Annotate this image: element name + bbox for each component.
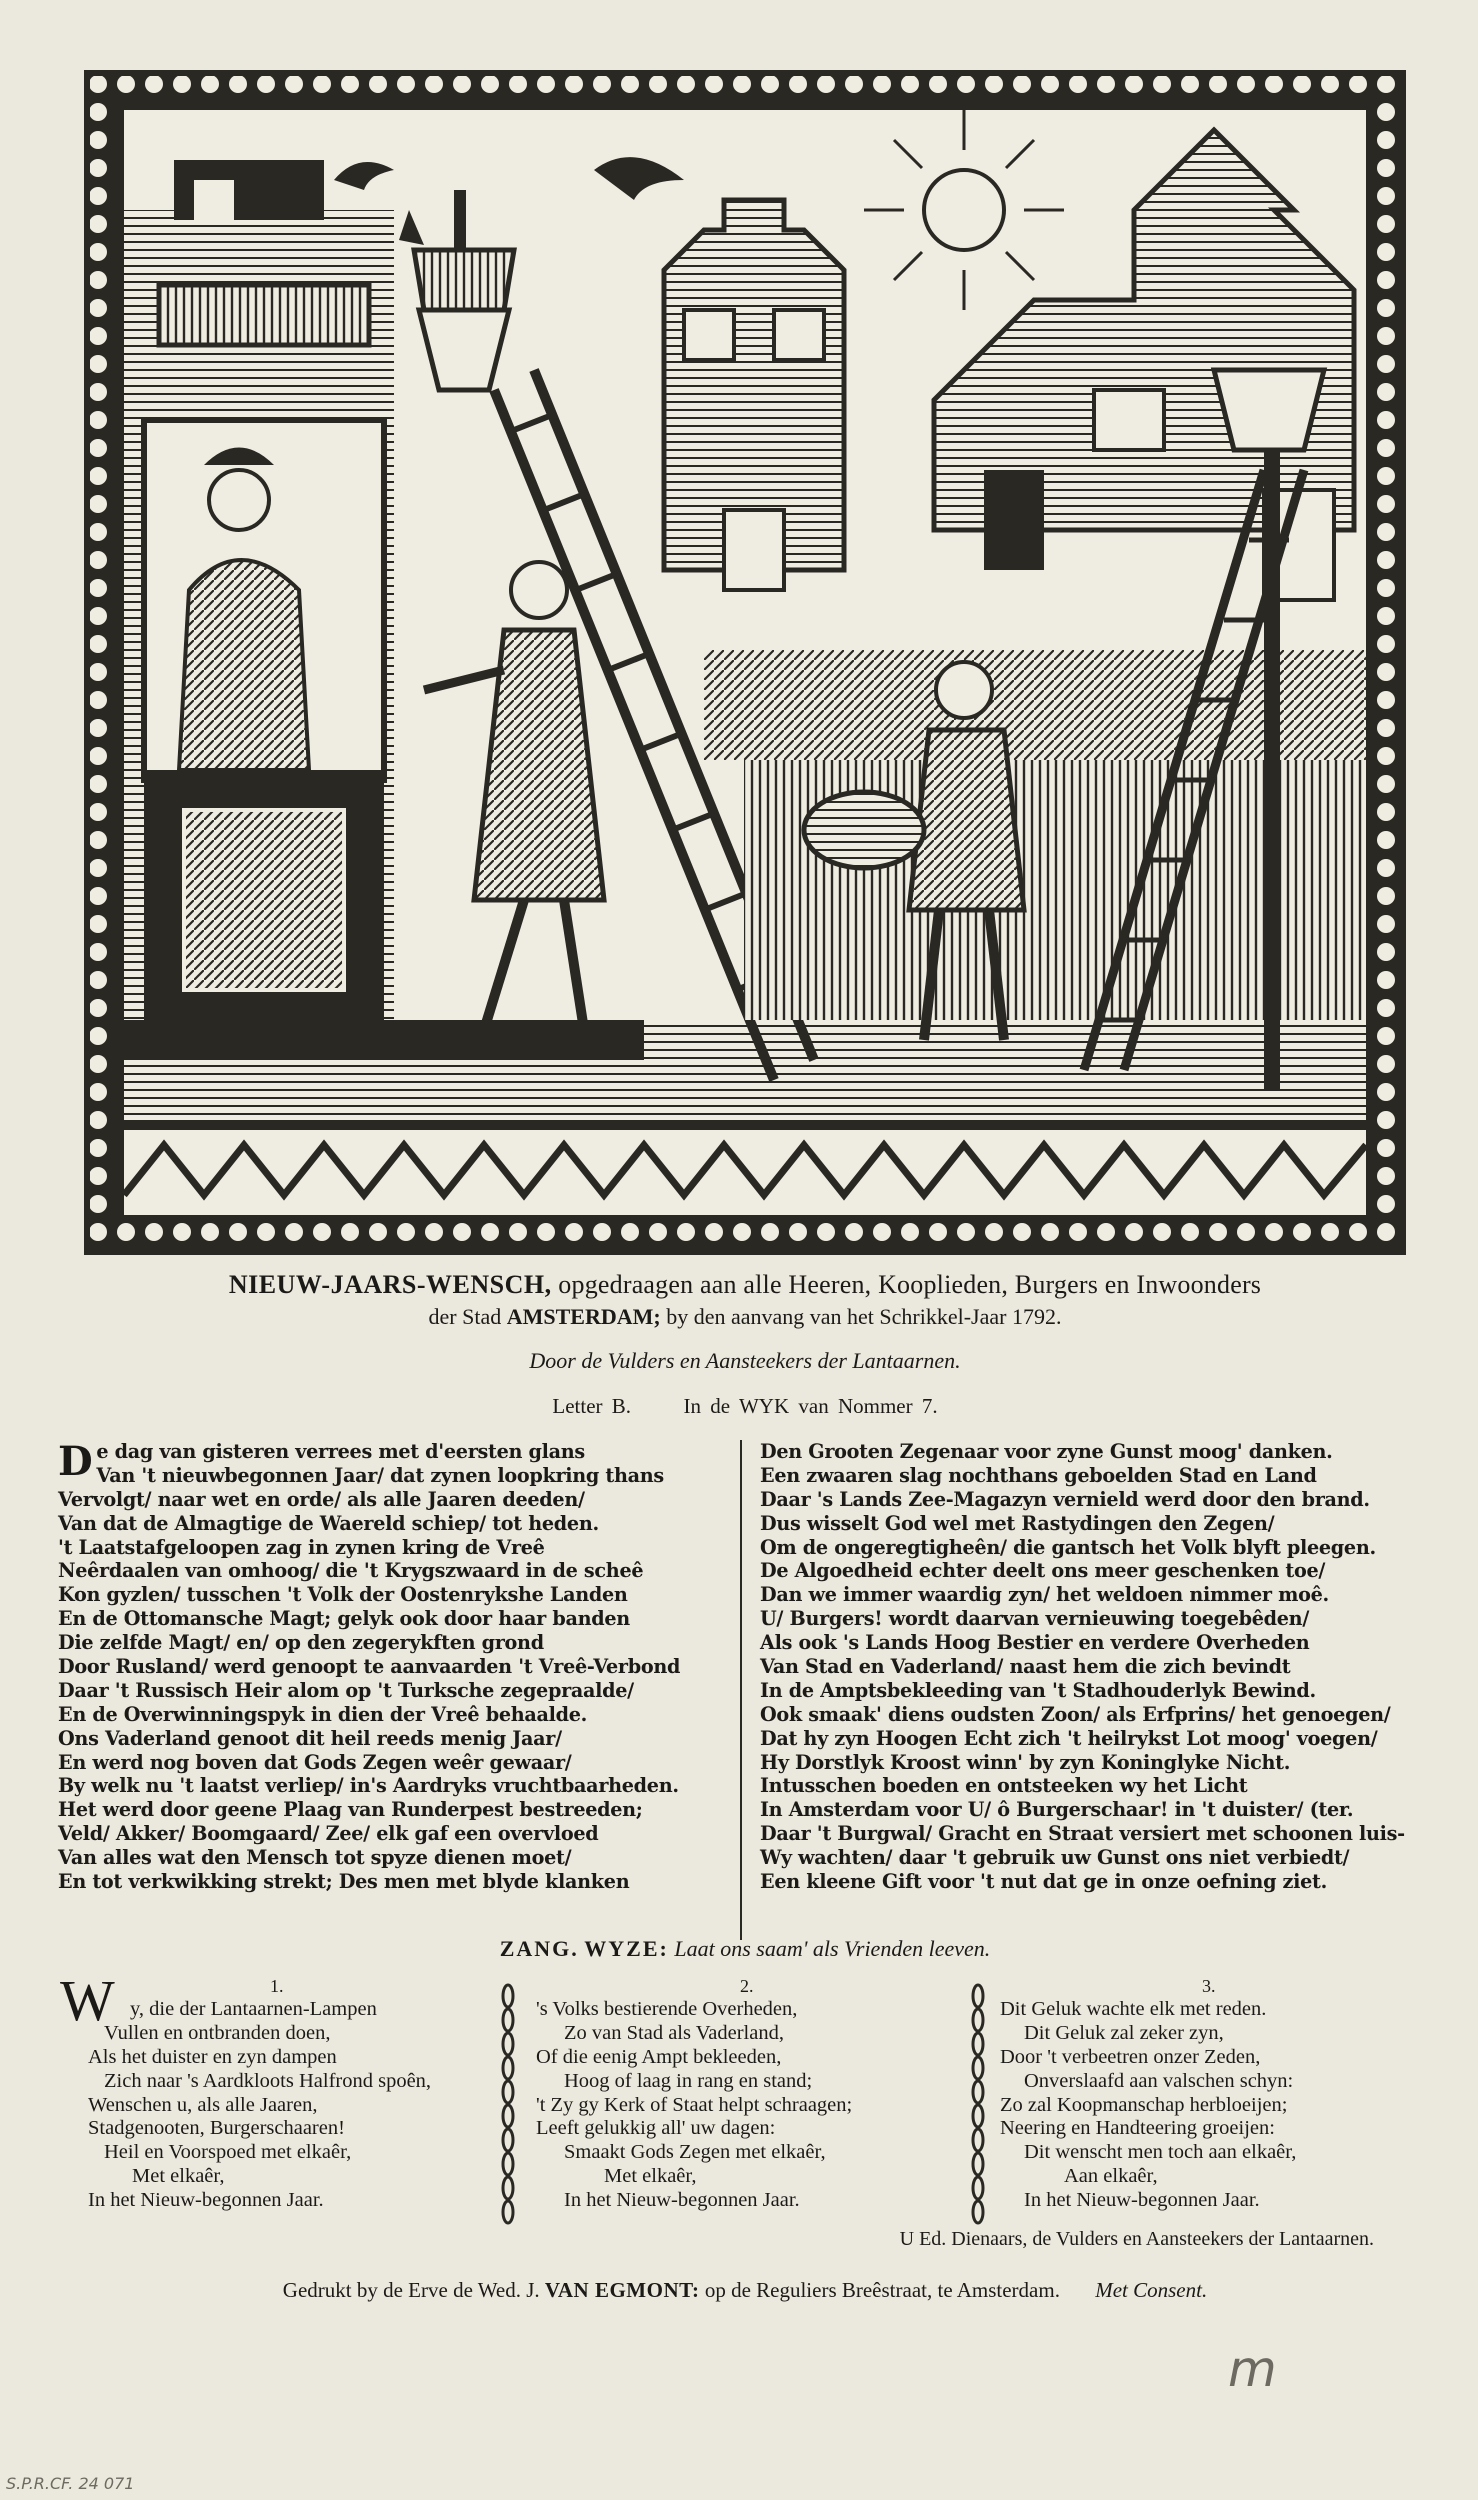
poem-line: Ons Vaderland genoot dit heil reeds menig Jaar/ xyxy=(58,1726,562,1750)
signature-line: U Ed. Dienaars, de Vulders en Aansteekers der Lantaarnen. xyxy=(899,2228,1374,2250)
pencil-inventory-number: S.P.R.CF. 24 071 xyxy=(6,2474,135,2493)
poem-line: En werd nog boven dat Gods Zegen weêr gewaar/ xyxy=(58,1750,572,1774)
poem-line: Kon gyzlen/ tusschen 't Volk der Oostenrykshe Landen xyxy=(58,1583,628,1607)
poem-line: En de Overwinningspyk in dien der Vreê behaalde. xyxy=(58,1702,588,1726)
stanza-line: Neering en Handteering groeijen: xyxy=(1000,2117,1275,2140)
stanza-number: 3. xyxy=(1202,1976,1216,1996)
stanza-line: Zo zal Koopmanschap herbloeijen; xyxy=(1000,2093,1288,2116)
stanza-line: Wenschen u, als alle Jaaren, xyxy=(88,2093,318,2116)
poem-line: Vervolgt/ naar wet en orde/ als alle Jaaren deeden/ xyxy=(58,1487,585,1511)
poem-line: Een kleene Gift voor 't nut dat ge in onze oefning ziet. xyxy=(760,1870,1327,1894)
poem-line: Ook smaak' diens oudsten Zoon/ als Erfprins/ het genoegen/ xyxy=(760,1702,1391,1726)
song-heading xyxy=(84,1936,1406,1962)
stanza-number: 1. xyxy=(270,1976,284,1996)
letter-label: Letter B. xyxy=(552,1394,632,1418)
poem-line: En de Ottomansche Magt; gelyk ook door haar banden xyxy=(58,1607,630,1631)
stanza-line: Door 't verbeetren onzer Zeden, xyxy=(1000,2045,1261,2068)
subtitle: Door de Vulders en Aansteekers der Lantaarnen. xyxy=(529,1348,961,1373)
poem-line: Daar 't Russisch Heir alom op 't Turksche zegepraalde/ xyxy=(58,1678,634,1702)
drop-cap: D xyxy=(58,1438,93,1485)
poem-line: 't Laatstafgeloopen zag in zynen kring de Vreê xyxy=(58,1535,545,1559)
stanza-line: Leeft gelukkig all' uw dagen: xyxy=(536,2117,776,2140)
stanza-line: Onverslaafd aan valschen schyn: xyxy=(1024,2069,1294,2092)
consent-note: Met Consent. xyxy=(1095,2278,1208,2302)
stanza-line: Dit Geluk wachte elk met reden. xyxy=(1000,1998,1267,2020)
pencil-mark: m xyxy=(1228,2340,1277,2398)
tune-label: WYZE: xyxy=(584,1936,669,1961)
stanza-line: Vullen en ontbranden doen, xyxy=(104,2021,331,2044)
stanza-line: y, die der Lantaarnen-Lampen xyxy=(130,1998,377,2020)
district-label: In de WYK van Nommer 7. xyxy=(683,1394,938,1418)
poem-line: Door Rusland/ werd genoopt te aanvaarden 't Vreê-Verbond xyxy=(58,1655,681,1679)
stanza-line: Dit wenscht men toch aan elkaêr, xyxy=(1024,2141,1297,2164)
broadsheet-title xyxy=(84,1268,1406,1332)
poem-line: Van 't nieuwbegonnen Jaar/ dat zynen loopkring thans xyxy=(96,1463,664,1487)
poem-line: By welk nu 't laatst verliep/ in's Aardryks vruchtbaarheden. xyxy=(58,1774,679,1798)
title-dedication: opgedraagen aan alle Heeren, Kooplieden, Burgers en Inwoonders xyxy=(558,1270,1262,1299)
poem-line: Intusschen boeden en ontsteeken wy het Licht xyxy=(760,1774,1248,1798)
title-city-prefix: der Stad xyxy=(428,1304,502,1329)
poem-line: Als ook 's Lands Hoog Bestier en verdere Overheden xyxy=(760,1631,1310,1655)
poem-line: Een zwaaren slag nochthans geboelden Stad en Land xyxy=(760,1463,1317,1487)
stanza-number: 2. xyxy=(740,1976,754,1996)
stanza-line: Zich naar 's Aardkloots Halfrond spoên, xyxy=(104,2069,432,2092)
title-main: NIEUW-JAARS-WENSCH, xyxy=(228,1270,552,1299)
poem-line: In Amsterdam voor U/ ô Burgerschaar! in 't duister/ (ter. xyxy=(760,1798,1354,1822)
poem-line: Dat hy zyn Hoogen Echt zich 't heilrykst Lot moog' voegen/ xyxy=(760,1726,1378,1750)
stanza-line: Smaakt Gods Zegen met elkaêr, xyxy=(564,2141,826,2164)
poem-line: Het werd door geene Plaag van Runderpest bestreeden; xyxy=(58,1798,643,1822)
stanza-line: Of die eenig Ampt bekleeden, xyxy=(536,2045,782,2068)
poem-line: Dan we immer waardig zyn/ het weldoen nimmer moê. xyxy=(760,1583,1329,1607)
title-city: AMSTERDAM; xyxy=(506,1304,661,1329)
printer-address: op de Reguliers Breêstraat, te Amsterdam. xyxy=(704,2278,1060,2302)
poem-line: Om de ongeregtigheên/ die gantsch het Volk blyft pleegen. xyxy=(760,1535,1376,1559)
woodcut-scene xyxy=(84,70,1406,1255)
stanza-line: Hoog of laag in rang en stand; xyxy=(564,2069,813,2092)
stanza-line: 't Zy gy Kerk of Staat helpt schraagen; xyxy=(536,2093,853,2116)
title-year: by den aanvang van het Schrikkel-Jaar 1792. xyxy=(666,1304,1062,1329)
poem-line-text: e dag van gisteren verrees met d'eersten glans xyxy=(96,1440,585,1463)
poem-line: Van dat de Almagtige de Waereld schiep/ tot heden. xyxy=(58,1511,599,1535)
poem-line: Daar 's Lands Zee-Magazyn vernield werd door den brand. xyxy=(760,1487,1370,1511)
stanza-line: Stadgenooten, Burgerschaaren! xyxy=(88,2117,345,2140)
poem-line: De Algoedheid echter deelt ons meer geschenken toe/ xyxy=(760,1559,1326,1583)
chain-ornament-left xyxy=(500,1982,516,2232)
column-divider xyxy=(740,1440,742,1940)
poem-line: Daar 't Burgwal/ Gracht en Straat versiert met schoonen luis- xyxy=(760,1822,1405,1846)
stanza-2 xyxy=(530,1998,852,2213)
printer-imprint xyxy=(84,2278,1406,2303)
stanza-1 xyxy=(66,1998,431,2213)
stanza-line: Heil en Voorspoed met elkaêr, xyxy=(104,2141,352,2164)
stanza-line: Aan elkaêr, xyxy=(1064,2165,1158,2188)
poem-line: Veld/ Akker/ Boomgaard/ Zee/ elk gaf een overvloed xyxy=(58,1822,599,1846)
poem-column-right xyxy=(760,1440,1460,1894)
poem-line: Van alles wat den Mensch tot spyze dienen moet/ xyxy=(58,1846,572,1870)
poem-line: Hy Dorstlyk Kroost winn' by zyn Koninglyke Nicht. xyxy=(760,1750,1291,1774)
stanza-line: 's Volks bestierende Overheden, xyxy=(536,1998,798,2020)
stanza-3 xyxy=(1000,1998,1296,2213)
poem-column-left xyxy=(58,1440,738,1894)
poem-line: U/ Burgers! wordt daarvan vernieuwing toegebêden/ xyxy=(760,1607,1310,1631)
stanza-line: Met elkaêr, xyxy=(132,2165,225,2188)
tune-name: Laat ons saam' als Vrienden leeven. xyxy=(674,1936,991,1961)
poem-line: Neêrdaalen van omhoog/ die 't Krygszwaard in de scheê xyxy=(58,1559,644,1583)
poem-line: En tot verkwikking strekt; Des men met blyde klanken xyxy=(58,1870,630,1894)
stanza-line: In het Nieuw-begonnen Jaar. xyxy=(1024,2189,1260,2212)
poem-line: Van Stad en Vaderland/ naast hem die zich bevindt xyxy=(760,1655,1291,1679)
stanza-line: Dit Geluk zal zeker zyn, xyxy=(1024,2021,1224,2044)
poem-line: Wy wachten/ daar 't gebruik uw Gunst ons niet verbiedt/ xyxy=(760,1846,1350,1870)
district-line xyxy=(84,1394,1406,1419)
stanza-drop-cap: W xyxy=(60,1968,115,2033)
stanza-line: Zo van Stad als Vaderland, xyxy=(564,2021,784,2044)
poem-line: In de Amptsbekleeding van 't Stadhouderlyk Bewind. xyxy=(760,1678,1316,1702)
stanza-line: Als het duister en zyn dampen xyxy=(88,2045,337,2068)
stanza-line: Met elkaêr, xyxy=(604,2165,697,2188)
poem-line: Die zelfde Magt/ en/ op den zegerykften grond xyxy=(58,1631,544,1655)
printer-name: VAN EGMONT: xyxy=(544,2278,700,2302)
chain-ornament-right xyxy=(970,1982,986,2232)
poem-line: Den Grooten Zegenaar voor zyne Gunst moog' danken. xyxy=(760,1440,1333,1463)
poem-line: Dus wisselt God wel met Rastydingen den Zegen/ xyxy=(760,1511,1275,1535)
printer-prefix: Gedrukt by de Erve de Wed. J. xyxy=(282,2278,540,2302)
woodcut-illustration xyxy=(84,70,1406,1255)
stanza-line: In het Nieuw-begonnen Jaar. xyxy=(88,2189,324,2212)
song-label: ZANG. xyxy=(499,1936,579,1961)
stanza-line: In het Nieuw-begonnen Jaar. xyxy=(564,2189,800,2212)
